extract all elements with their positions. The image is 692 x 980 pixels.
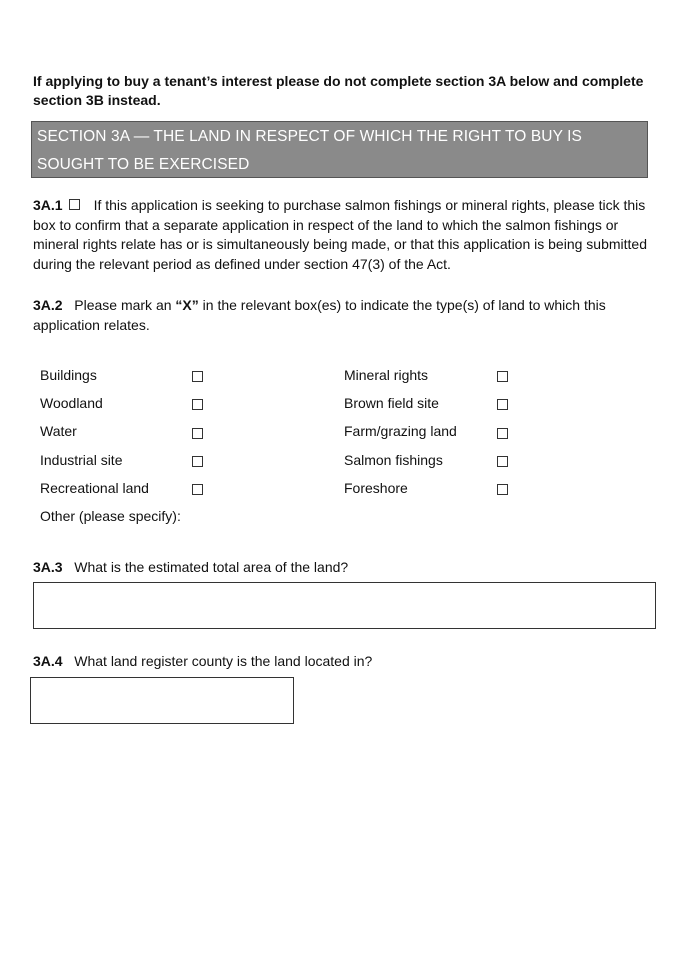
section-3a-banner: [31, 121, 648, 178]
land-label-recreational-land: Recreational land: [40, 480, 149, 496]
intro-instruction: If applying to buy a tenant’s interest please do not complete section 3A below and complete section 3B instead.: [33, 73, 644, 108]
checkbox-mineral-rights[interactable]: [497, 371, 508, 382]
land-register-county-input[interactable]: [30, 677, 294, 724]
checkbox-foreshore[interactable]: [497, 484, 508, 495]
checkbox-farm-grazing-land[interactable]: [497, 428, 508, 439]
checkbox-water[interactable]: [192, 428, 203, 439]
question-text-before: Please mark an: [74, 297, 172, 313]
confirm-checkbox[interactable]: [69, 199, 80, 210]
checkbox-woodland[interactable]: [192, 399, 203, 410]
question-number: 3A.2: [33, 297, 63, 313]
checkbox-recreational-land[interactable]: [192, 484, 203, 495]
land-label-mineral-rights: Mineral rights: [344, 367, 429, 383]
question-3a2: [33, 296, 653, 335]
question-number: 3A.1: [33, 197, 63, 213]
land-label-water: Water: [40, 423, 77, 439]
land-label-brown-field-site: Brown field site: [344, 395, 439, 411]
question-3a3: [33, 558, 653, 578]
land-label-foreshore: Foreshore: [344, 480, 408, 496]
checkbox-buildings[interactable]: [192, 371, 203, 382]
question-number: 3A.3: [33, 559, 63, 575]
checkbox-brown-field-site[interactable]: [497, 399, 508, 410]
other-specify-label: Other (please specify):: [40, 508, 181, 524]
land-label-industrial-site: Industrial site: [40, 452, 123, 468]
question-text: If this application is seeking to purchase salmon fishings or mineral rights, please tick this box to confirm that a separate application in respect of the land to which the salmon fishings or mineral rights relate has or is simultaneously being made, or that this application is being submitted during the relevant period as defined under section 47(3) of the Act.: [33, 197, 647, 272]
question-text-after: in the relevant box(es) to indicate the type(s) of land to which this application relates.: [33, 297, 606, 333]
question-number: 3A.4: [33, 653, 63, 669]
land-label-woodland: Woodland: [40, 395, 103, 411]
checkbox-salmon-fishings[interactable]: [497, 456, 508, 467]
land-label-farm-grazing-land: Farm/grazing land: [344, 423, 457, 439]
total-area-input[interactable]: [33, 582, 656, 629]
question-3a1: [33, 196, 653, 274]
section-title-line-1: SECTION 3A — THE LAND IN RESPECT OF WHICH THE RIGHT TO BUY IS: [37, 128, 582, 145]
land-label-buildings: Buildings: [40, 367, 97, 383]
land-label-salmon-fishings: Salmon fishings: [344, 452, 443, 468]
checkbox-industrial-site[interactable]: [192, 456, 203, 467]
question-text: What land register county is the land located in?: [74, 653, 373, 669]
section-title-line-2: SOUGHT TO BE EXERCISED: [37, 156, 250, 173]
question-3a4: [33, 652, 653, 672]
mark-symbol: “X”: [175, 297, 199, 313]
question-text: What is the estimated total area of the land?: [74, 559, 349, 575]
